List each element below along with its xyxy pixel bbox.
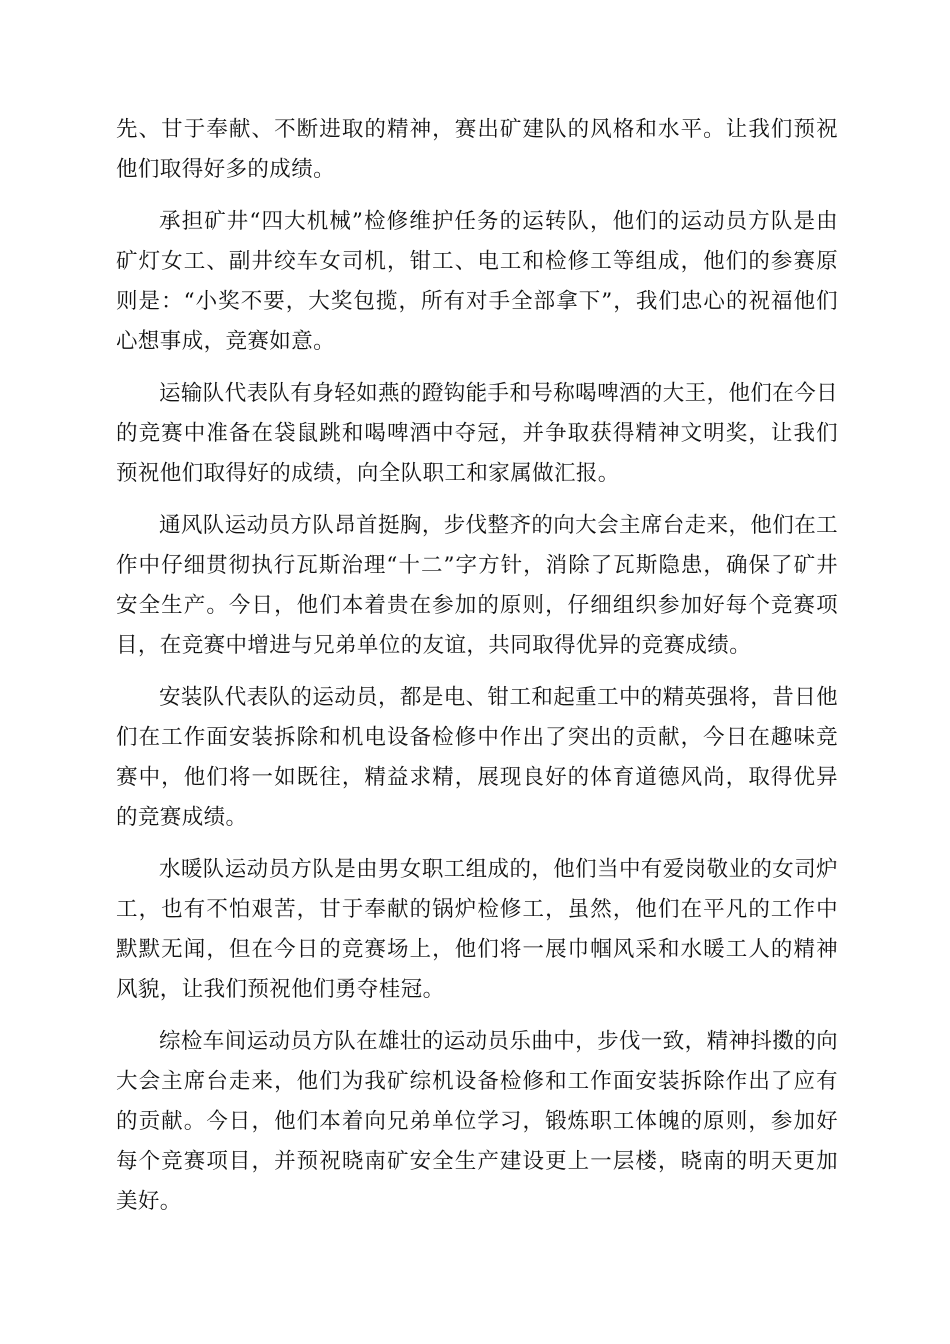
paragraph-yunshu-team: 运输队代表队有身轻如燕的蹬钩能手和号称喝啤酒的大王，他们在今日的竞赛中准备在袋鼠跳和喝啤酒中夺冠，并争取获得精神文明奖，让我们预祝他们取得好的成绩，向全队职工和家属做汇报。: [116, 381, 838, 486]
paragraph-yunzhuan-team: 承担矿井“四大机械”检修维护任务的运转队，他们的运动员方队是由矿灯女工、副井绞车女司机，钳工、电工和检修工等组成，他们的参赛原则是：“小奖不要，大奖包揽，所有对手全部拿下”，我们忠心的祝福他们心想事成，竞赛如意。: [116, 209, 838, 354]
paragraph-zongjian-workshop: 综检车间运动员方队在雄壮的运动员乐曲中，步伐一致，精神抖擞的向大会主席台走来，他们为我矿综机设备检修和工作面安装拆除作出了应有的贡献。今日，他们本着向兄弟单位学习，锻炼职工体魄的原则，参加好每个竞赛项目，并预祝晓南矿安全生产建设更上一层楼，晓南的明天更加美好。: [116, 1029, 838, 1214]
paragraph-shuinuan-team: 水暖队运动员方队是由男女职工组成的，他们当中有爱岗敬业的女司炉工，也有不怕艰苦，甘于奉献的锅炉检修工，虽然，他们在平凡的工作中默默无闻，但在今日的竞赛场上，他们将一展巾帼风采和水暖工人的精神风貌，让我们预祝他们勇夺桂冠。: [116, 857, 838, 1002]
paragraph-anzhuang-team: 安装队代表队的运动员，都是电、钳工和起重工中的精英强将，昔日他们在工作面安装拆除和机电设备检修中作出了突出的贡献，今日在趣味竞赛中，他们将一如既往，精益求精，展现良好的体育道德风尚，取得优异的竞赛成绩。: [116, 685, 838, 830]
document-body: [116, 110, 838, 1234]
paragraph-tongfeng-team: 通风队运动员方队昂首挺胸，步伐整齐的向大会主席台走来，他们在工作中仔细贯彻执行瓦斯治理“十二”字方针，消除了瓦斯隐患，确保了矿井安全生产。今日，他们本着贵在参加的原则，仔细组织参加好每个竞赛项目，在竞赛中增进与兄弟单位的友谊，共同取得优异的竞赛成绩。: [116, 513, 838, 658]
paragraph-continuation: 先、甘于奉献、不断进取的精神，赛出矿建队的风格和水平。让我们预祝他们取得好多的成绩。: [116, 117, 838, 182]
